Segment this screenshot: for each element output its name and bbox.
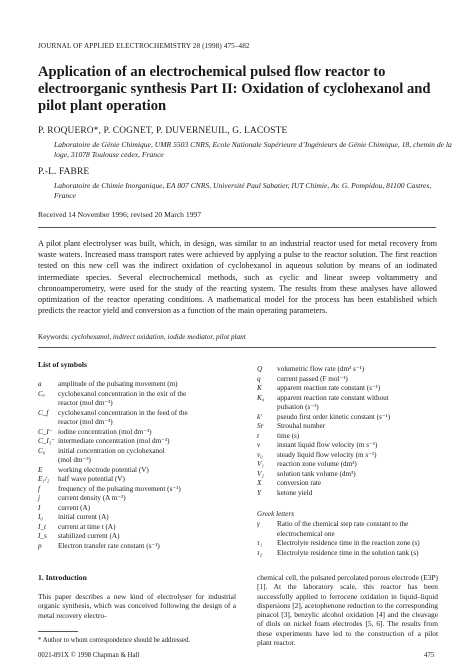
symbol-term: I₀	[38, 513, 43, 521]
symbol-row	[38, 542, 238, 552]
symbol-definition: pulsation (s⁻¹)	[277, 403, 319, 411]
symbol-term: τ₂	[257, 548, 263, 557]
symbol-definition: reactor (mol dm⁻³)	[58, 399, 113, 407]
symbol-row	[38, 485, 238, 495]
symbol-definition: initial concentration on cyclohexanol	[58, 446, 165, 455]
symbol-row	[257, 403, 447, 413]
symbols-list-left	[38, 380, 238, 551]
symbol-row	[257, 413, 447, 423]
symbol-term: E	[38, 465, 43, 474]
section-heading-introduction: 1. Introduction	[38, 573, 87, 582]
affiliation-2: Laboratoire de Chimie Inorganique, EA 807 CNRS, Université Paul Sabatier, IUT Chimie, Av. G. Pompidou, 81100 Castres, France	[54, 181, 432, 200]
intro-text-right: chemical cell, the pulsated percolated porous electrode (E3P) [1]. At the laboratory scale, this reactor has been successfully applied to ferrocene oxidation in liquid–liquid dispersions [2], acetophenone reduction to the corresponding pinacol [3], benzylic alcohol oxidation [4] and the cleavage of diols on nickel foam electrodes [5, 6]. The results from these experiments have led to the construction of a pilot plant reactor.	[257, 573, 438, 648]
symbol-definition: amplitude of the pulsating movement (m)	[58, 380, 178, 388]
symbol-term: γ	[257, 520, 260, 528]
symbol-definition: current (A)	[58, 503, 91, 512]
symbol-term	[257, 403, 277, 413]
symbol-term: X	[257, 479, 262, 487]
symbol-row	[257, 441, 447, 451]
symbol-definition: frequency of the pulsating movement (s⁻¹)	[58, 484, 181, 493]
symbol-term: V₂	[257, 469, 264, 478]
rule-top	[38, 227, 436, 228]
symbol-definition: half wave potential (V)	[58, 475, 125, 483]
symbol-term: I	[38, 503, 41, 512]
symbol-row	[257, 530, 447, 540]
symbol-definition: current passed (F mol⁻¹)	[277, 374, 348, 383]
symbol-definition: apparent reaction rate constant (s⁻¹)	[277, 384, 381, 392]
keywords-label: Keywords:	[38, 333, 70, 341]
symbol-definition: Electrolyte residence time in the solution tank (s)	[277, 548, 419, 557]
symbol-term: K	[257, 384, 262, 392]
symbol-row	[38, 437, 238, 447]
symbol-row	[257, 479, 447, 489]
symbol-definition: working electrode potential (V)	[58, 465, 149, 474]
symbol-row	[38, 466, 238, 476]
symbol-definition: initial current (A)	[58, 513, 109, 521]
symbol-definition: iodine concentration (mol dm⁻³)	[58, 427, 152, 436]
symbol-row	[257, 422, 447, 432]
symbol-row	[38, 475, 238, 485]
paper-title: Application of an electrochemical pulsed flow reactor to electroorganic synthesis Part II: Oxidation of cyclohexanol and pilot plant operation	[38, 64, 431, 114]
symbol-definition: solution tank volume (dm³)	[277, 469, 356, 478]
rule-mid	[38, 347, 436, 348]
symbol-definition: stabilized current (A)	[58, 532, 120, 540]
symbol-row	[257, 375, 447, 385]
symbol-row	[257, 365, 447, 375]
symbol-definition: apparent reaction rate constant without	[277, 393, 389, 402]
page-number: 475	[424, 652, 435, 659]
symbol-definition: Strouhal number	[277, 422, 326, 430]
symbol-term: I_t	[38, 522, 46, 531]
symbol-row	[257, 520, 447, 530]
symbol-term: k′	[257, 412, 262, 421]
symbol-term: C₀	[38, 446, 46, 455]
symbol-term	[257, 530, 277, 540]
symbol-definition: pseudo first order kinetic constant (s⁻¹)	[277, 412, 391, 421]
symbol-row	[38, 532, 238, 542]
symbol-definition: current density (A m⁻²)	[58, 494, 126, 502]
symbol-term: τ₁	[257, 539, 263, 547]
intro-text-left: This paper describes a new kind of electrolyser for industrial organic synthesis, which was conceived following the design of a metal recovery electro-	[38, 592, 236, 620]
abstract: A pilot plant electrolyser was built, which, in design, was similar to an industrial reactor used for metal recovery from waste waters. Increased mass transport rates were achieved by applying a pulse to the reactor solution. The first reaction tested on this new cell was the indirect oxidation of cyclohexanol in aqueous solution by means of an iodinated intermediate species. Several electrochemical methods, such as cyclic and linear sweep voltammetry and chronoamperometry, were used for the study of the reacting system. The results from these analyses have allowed optimization of the reactor operating conditions. A mathematical model for the process has been established which predicts the reactor yield and conversion as a function of the main operating parameters.	[38, 239, 437, 316]
symbol-row	[38, 390, 238, 400]
symbol-term: v₀	[257, 450, 263, 459]
symbol-row	[257, 539, 447, 549]
symbol-term: K₀	[257, 393, 265, 402]
symbols-heading: List of symbols	[38, 360, 87, 369]
symbol-definition: electrochemical one	[277, 529, 335, 538]
symbol-row	[257, 384, 447, 394]
symbol-row	[38, 380, 238, 390]
symbols-list-right	[257, 365, 447, 498]
symbol-row	[257, 470, 447, 480]
symbol-row	[38, 504, 238, 514]
symbol-term: t	[257, 431, 259, 440]
symbol-definition: intermediate concentration (mol dm⁻³)	[58, 437, 170, 445]
symbol-term: Cₐ	[38, 389, 45, 398]
symbol-definition: ketone yield	[277, 488, 313, 497]
symbol-row	[38, 399, 238, 409]
symbol-definition: (mol dm⁻³)	[58, 456, 91, 464]
symbol-term: q	[257, 374, 261, 383]
received-dates: Received 14 November 1996; revised 20 March 1997	[38, 210, 202, 219]
symbol-row	[257, 489, 447, 499]
symbol-term: v	[257, 441, 261, 449]
symbol-row	[38, 513, 238, 523]
symbol-term	[38, 418, 58, 428]
footnote-rule	[38, 631, 78, 632]
symbol-row	[38, 428, 238, 438]
symbol-definition: time (s)	[277, 431, 300, 440]
greek-symbols-list	[257, 520, 447, 558]
journal-header: JOURNAL OF APPLIED ELECTROCHEMISTRY 28 (1998) 475–482	[38, 42, 250, 50]
symbol-definition: reaction zone volume (dm³)	[277, 460, 357, 468]
symbol-definition: reactor (mol dm⁻³)	[58, 418, 113, 426]
symbol-row	[38, 523, 238, 533]
symbol-definition: cyclohexanol concentration in the feed of the	[58, 408, 188, 417]
symbol-row	[38, 418, 238, 428]
symbol-row	[257, 394, 447, 404]
symbol-term: f	[38, 484, 40, 493]
symbol-term: C_I⁻	[38, 427, 53, 436]
symbol-term: V₁	[257, 460, 264, 468]
symbol-row	[38, 409, 238, 419]
symbol-definition: Electrolyte residence time in the reaction zone (s)	[277, 539, 420, 547]
symbol-definition: volumetric flow rate (dm³ s⁻¹)	[277, 365, 365, 373]
symbol-term: Y	[257, 488, 261, 497]
symbol-definition: Electron transfer rate constant (s⁻¹)	[58, 541, 160, 550]
copyright-footer: 0021-891X © 1998 Chapman & Hall	[38, 652, 140, 659]
symbol-row	[38, 494, 238, 504]
symbol-term: Sr	[257, 422, 264, 430]
symbol-definition: current at time t (A)	[58, 522, 116, 531]
symbol-term: Q	[257, 365, 263, 373]
symbol-definition: cyclohexanol concentration in the exit of the	[58, 389, 187, 398]
symbol-row	[257, 432, 447, 442]
symbol-term: p	[38, 541, 42, 550]
symbol-row	[38, 447, 238, 457]
symbol-term: j	[38, 494, 40, 502]
keywords-text: cyclohexanol, indirect oxidation, iodide mediator, pilot plant	[71, 333, 246, 341]
symbol-definition: conversion rate	[277, 479, 322, 487]
authors-group-2: P.-L. FABRE	[38, 167, 90, 177]
symbol-row	[38, 456, 238, 466]
symbol-term: I_s	[38, 532, 47, 540]
symbol-row	[257, 451, 447, 461]
symbol-row	[257, 460, 447, 470]
symbol-term: a	[38, 380, 42, 388]
greek-heading: Greek letters	[257, 510, 295, 518]
symbol-term: C_f	[38, 408, 49, 417]
symbol-term	[38, 399, 58, 409]
footnote: * Author to whom correspondence should be addressed.	[38, 637, 191, 644]
symbol-term: E₁/₂	[38, 475, 50, 483]
symbol-definition: steady liquid flow velocity (m s⁻¹)	[277, 450, 377, 459]
symbol-term: C_I₃⁻	[38, 437, 56, 445]
authors-group-1: P. ROQUERO*, P. COGNET, P. DUVERNEUIL, G. LACOSTE	[38, 126, 288, 136]
symbol-definition: instant liquid flow velocity (m s⁻¹)	[277, 441, 378, 449]
affiliation-1: Laboratoire de Génie Chimique, UMR 5503 CNRS, Ecole Nationale Supérieure d’Ingénieurs de Génie Chimique, 18, chemin de la loge, 31078 Toulouse cedex, France	[54, 140, 452, 159]
symbol-definition: Ratio of the chemical step rate constant to the	[277, 520, 409, 528]
keywords-line	[38, 333, 246, 341]
symbol-term	[38, 456, 58, 466]
symbol-row	[257, 549, 447, 559]
